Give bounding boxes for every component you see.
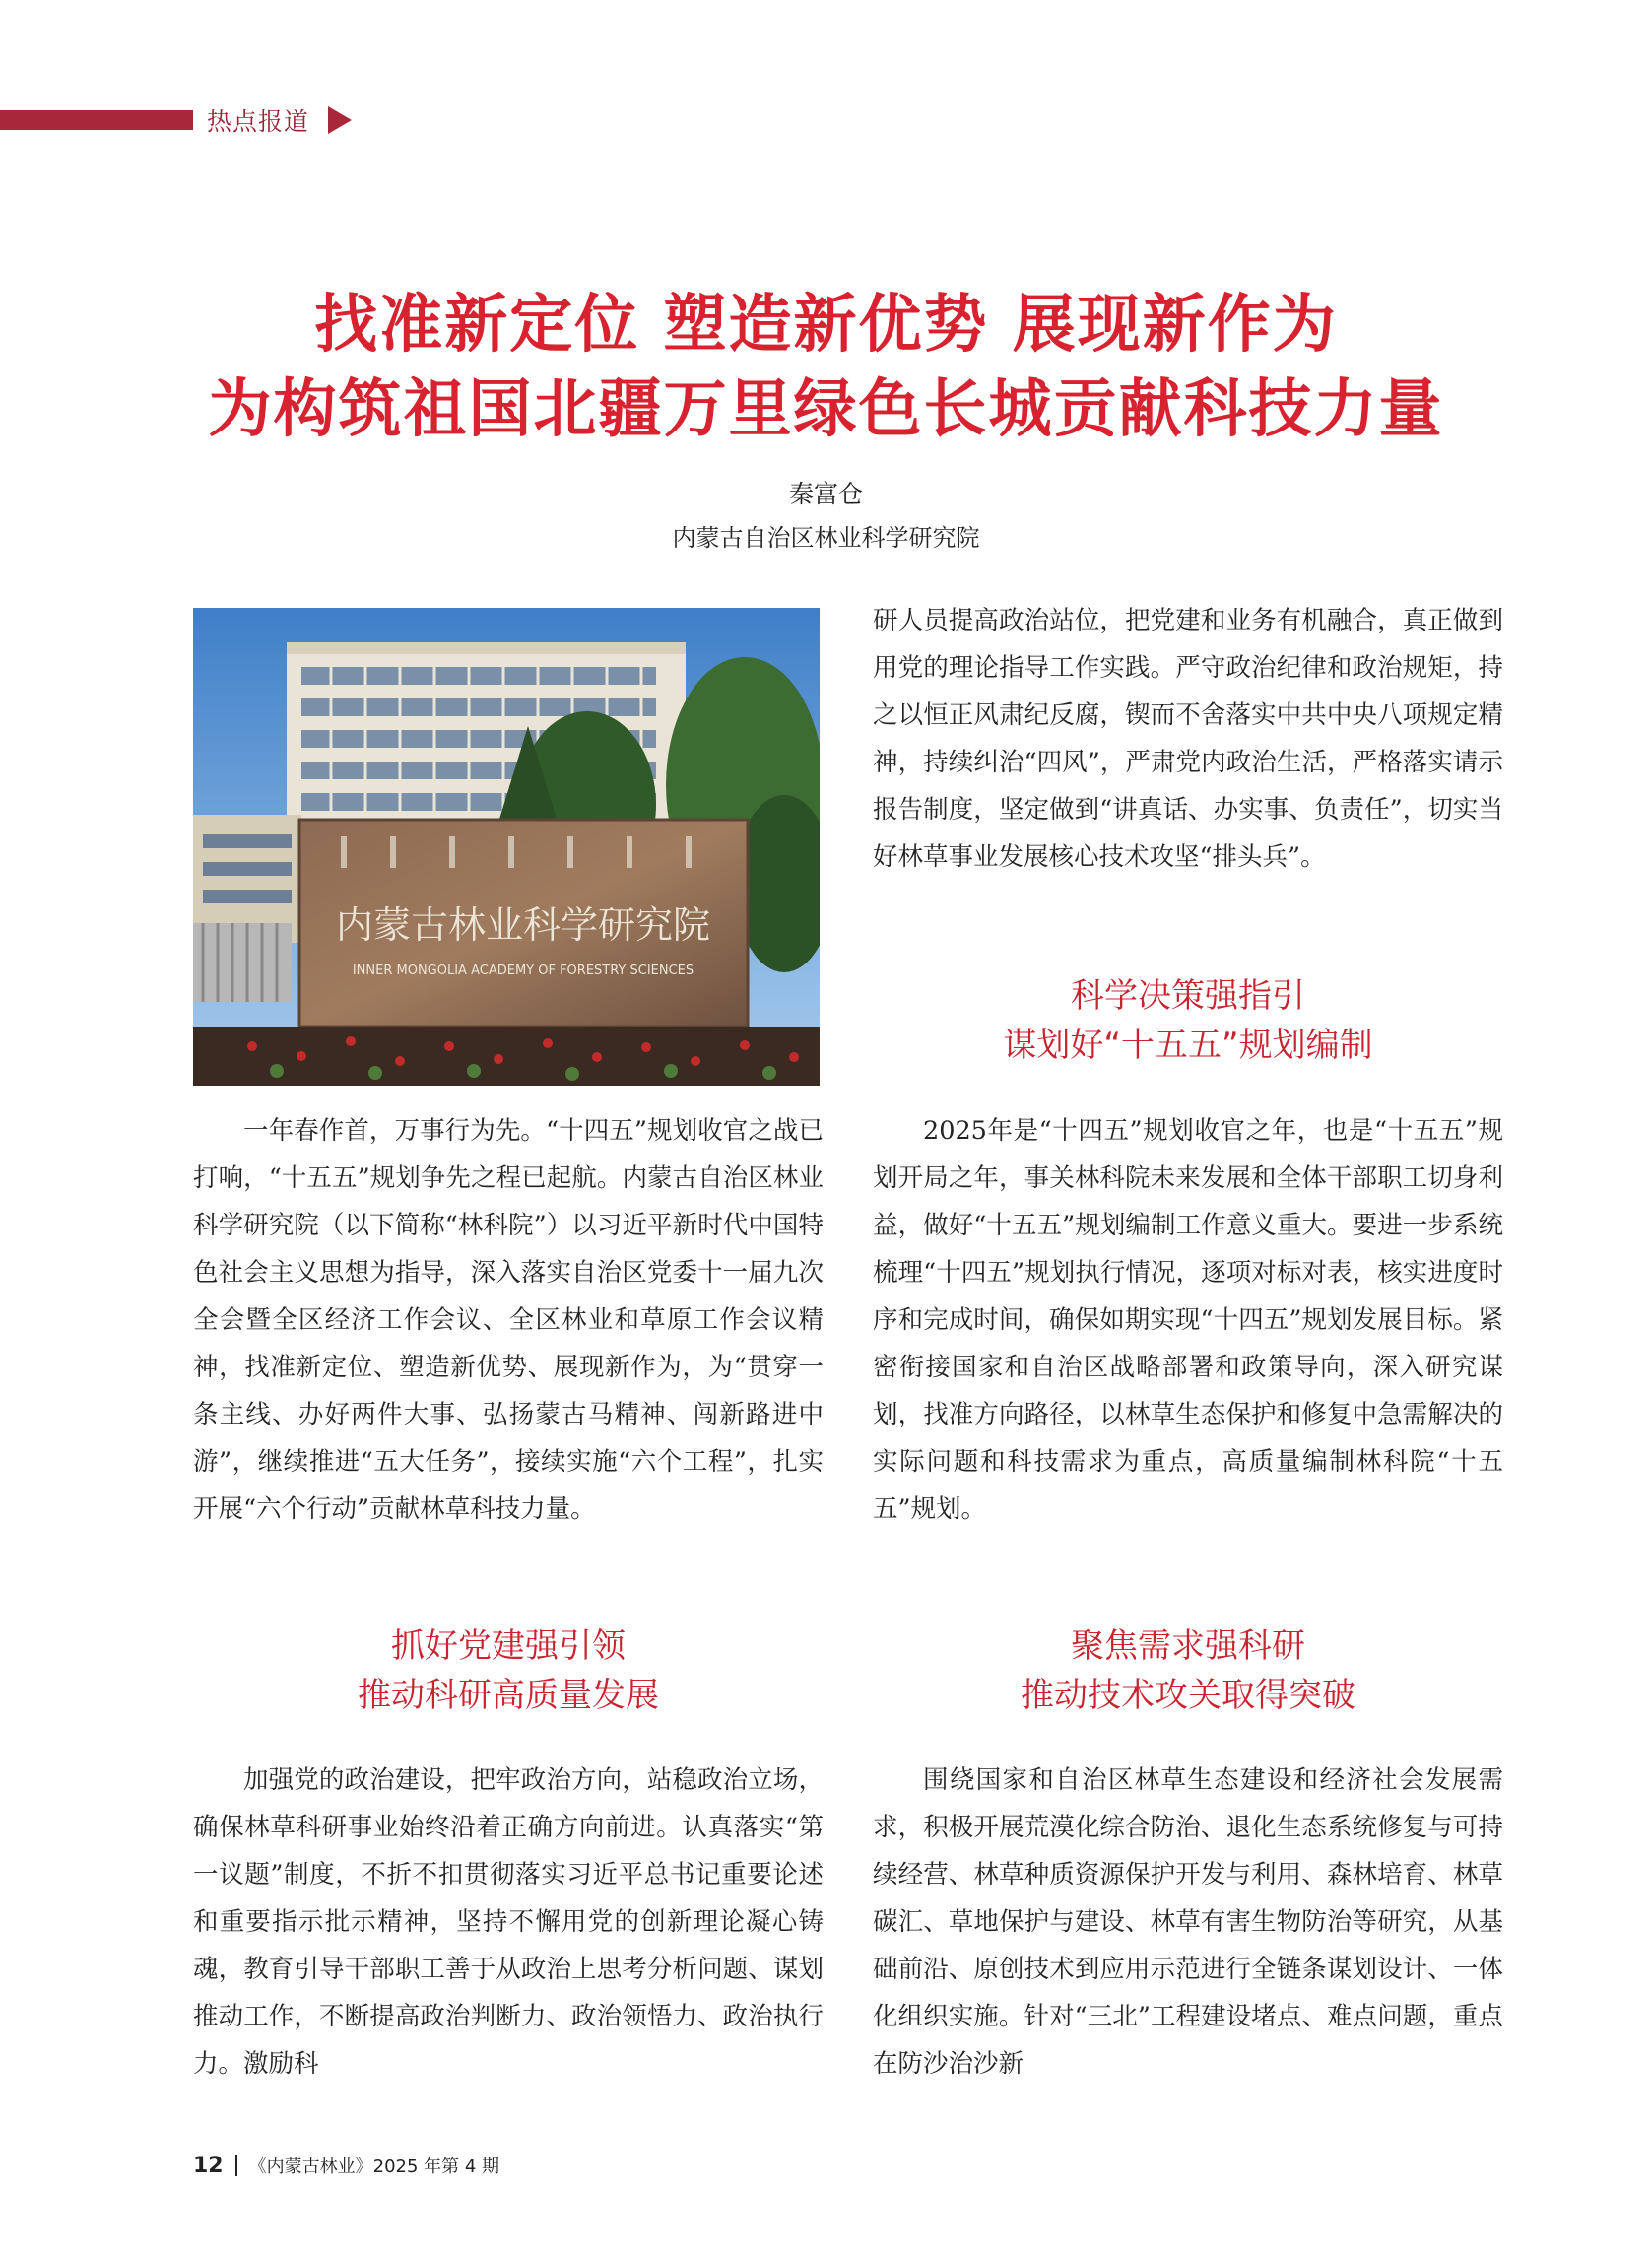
sign-chinese-text: 内蒙古林业科学研究院 [335, 903, 711, 947]
party-building-continuation-block [873, 597, 1503, 881]
section-heading-party-building [193, 1622, 824, 1720]
section-heading-line-2: 谋划好“十五五”规划编制 [1003, 1026, 1373, 1065]
planning-paragraph-block [873, 1107, 1503, 1533]
intro-paragraph-block [193, 1107, 824, 1533]
research-paragraph: 围绕国家和自治区林草生态建设和经济社会发展需求，积极开展荒漠化综合防治、退化生态系统修复与可持续经营、林草种质资源保护开发与利用、森林培育、林草碳汇、草地保护与建设、林草有害生物防治等研究，从基础前沿、原创技术到应用示范进行全链条谋划设计、一体化组织实施。针对“三北”工程建设堵点、难点问题，重点在防沙治沙新 [873, 1765, 1503, 2079]
footer-divider [235, 2155, 237, 2176]
author-institution: 内蒙古自治区林业科学研究院 [672, 524, 980, 552]
section-heading-line-1: 科学决策强指引 [1071, 976, 1305, 1016]
section-color-bar [0, 110, 193, 130]
article-title-line-1: 找准新定位 塑造新优势 展现新作为 [314, 288, 1338, 362]
party-building-paragraph-block [193, 1757, 824, 2088]
journal-issue: 《内蒙古林业》2025 年第 4 期 [248, 2157, 500, 2177]
page-number: 12 [193, 2153, 224, 2178]
section-heading-planning [873, 971, 1503, 1070]
section-label: 热点报道 [207, 107, 310, 136]
section-heading-research [873, 1622, 1503, 1720]
planning-paragraph: 2025年是“十四五”规划收官之年，也是“十五五”规划开局之年，事关林科院未来发展和全体干部职工切身利益，做好“十五五”规划编制工作意义重大。要进一步系统梳理“十四五”规划执行情况，逐项对标对表，核实进度时序和完成时间，确保如期实现“十四五”规划发展目标。紧密衔接国家和自治区战略部署和政策导向，深入研究谋划，找准方向路径，以林草生态保护和修复中急需解决的实际问题和科技需求为重点，高质量编制林科院“十五五”规划。 [873, 1116, 1503, 1524]
section-heading-line-1: 聚焦需求强科研 [1071, 1626, 1305, 1666]
intro-paragraph: 一年春作首，万事行为先。“十四五”规划收官之战已打响，“十五五”规划争先之程已起航。内蒙古自治区林业科学研究院（以下简称“林科院”）以习近平新时代中国特色社会主义思想为指导，深入落实自治区党委十一届九次全会暨全区经济工作会议、全区林业和草原工作会议精神，找准新定位、塑造新优势、展现新作为，为“贯穿一条主线、办好两件大事、弘扬蒙古马精神、闯新路进中游”，继续推进“五大任务”，接续实施“六个工程”，扎实开展“六个行动”贡献林草科技力量。 [193, 1116, 824, 1524]
party-building-paragraph-part-2: 研人员提高政治站位，把党建和业务有机融合，真正做到用党的理论指导工作实践。严守政治纪律和政治规矩，持之以恒正风肃纪反腐，锲而不舍落实中共中央八项规定精神，持续纠治“四风”，严肃党内政治生活，严格落实请示报告制度，坚定做到“讲真话、办实事、负责任”，切实当好林草事业发展核心技术攻坚“排头兵”。 [873, 606, 1503, 872]
photo-illustration [193, 608, 820, 1086]
page-footer [193, 2153, 499, 2178]
party-building-paragraph-part-1: 加强党的政治建设，把牢政治方向，站稳政治立场，确保林草科研事业始终沿着正确方向前进。认真落实“第一议题”制度，不折不扣贯彻落实习近平总书记重要论述和重要指示批示精神，坚持不懈用党的创新理论凝心铸魂，教育引导干部职工善于从政治上思考分析问题、谋划推动工作，不断提高政治判断力、政治领悟力、政治执行力。激励科 [193, 1765, 824, 2079]
institute-building-photo [193, 608, 820, 1086]
sign-english-text: INNER MONGOLIA ACADEMY OF FORESTRY SCIENCES [352, 963, 694, 978]
section-heading-line-1: 抓好党建强引领 [391, 1626, 626, 1666]
author-name: 秦富仓 [788, 480, 863, 508]
triangle-arrow-icon [328, 106, 352, 134]
article-title-line-2: 为构筑祖国北疆万里绿色长城贡献科技力量 [208, 372, 1444, 446]
section-heading-line-2: 推动科研高质量发展 [358, 1676, 659, 1715]
research-paragraph-block [873, 1757, 1503, 2088]
section-heading-line-2: 推动技术攻关取得突破 [1021, 1676, 1355, 1715]
